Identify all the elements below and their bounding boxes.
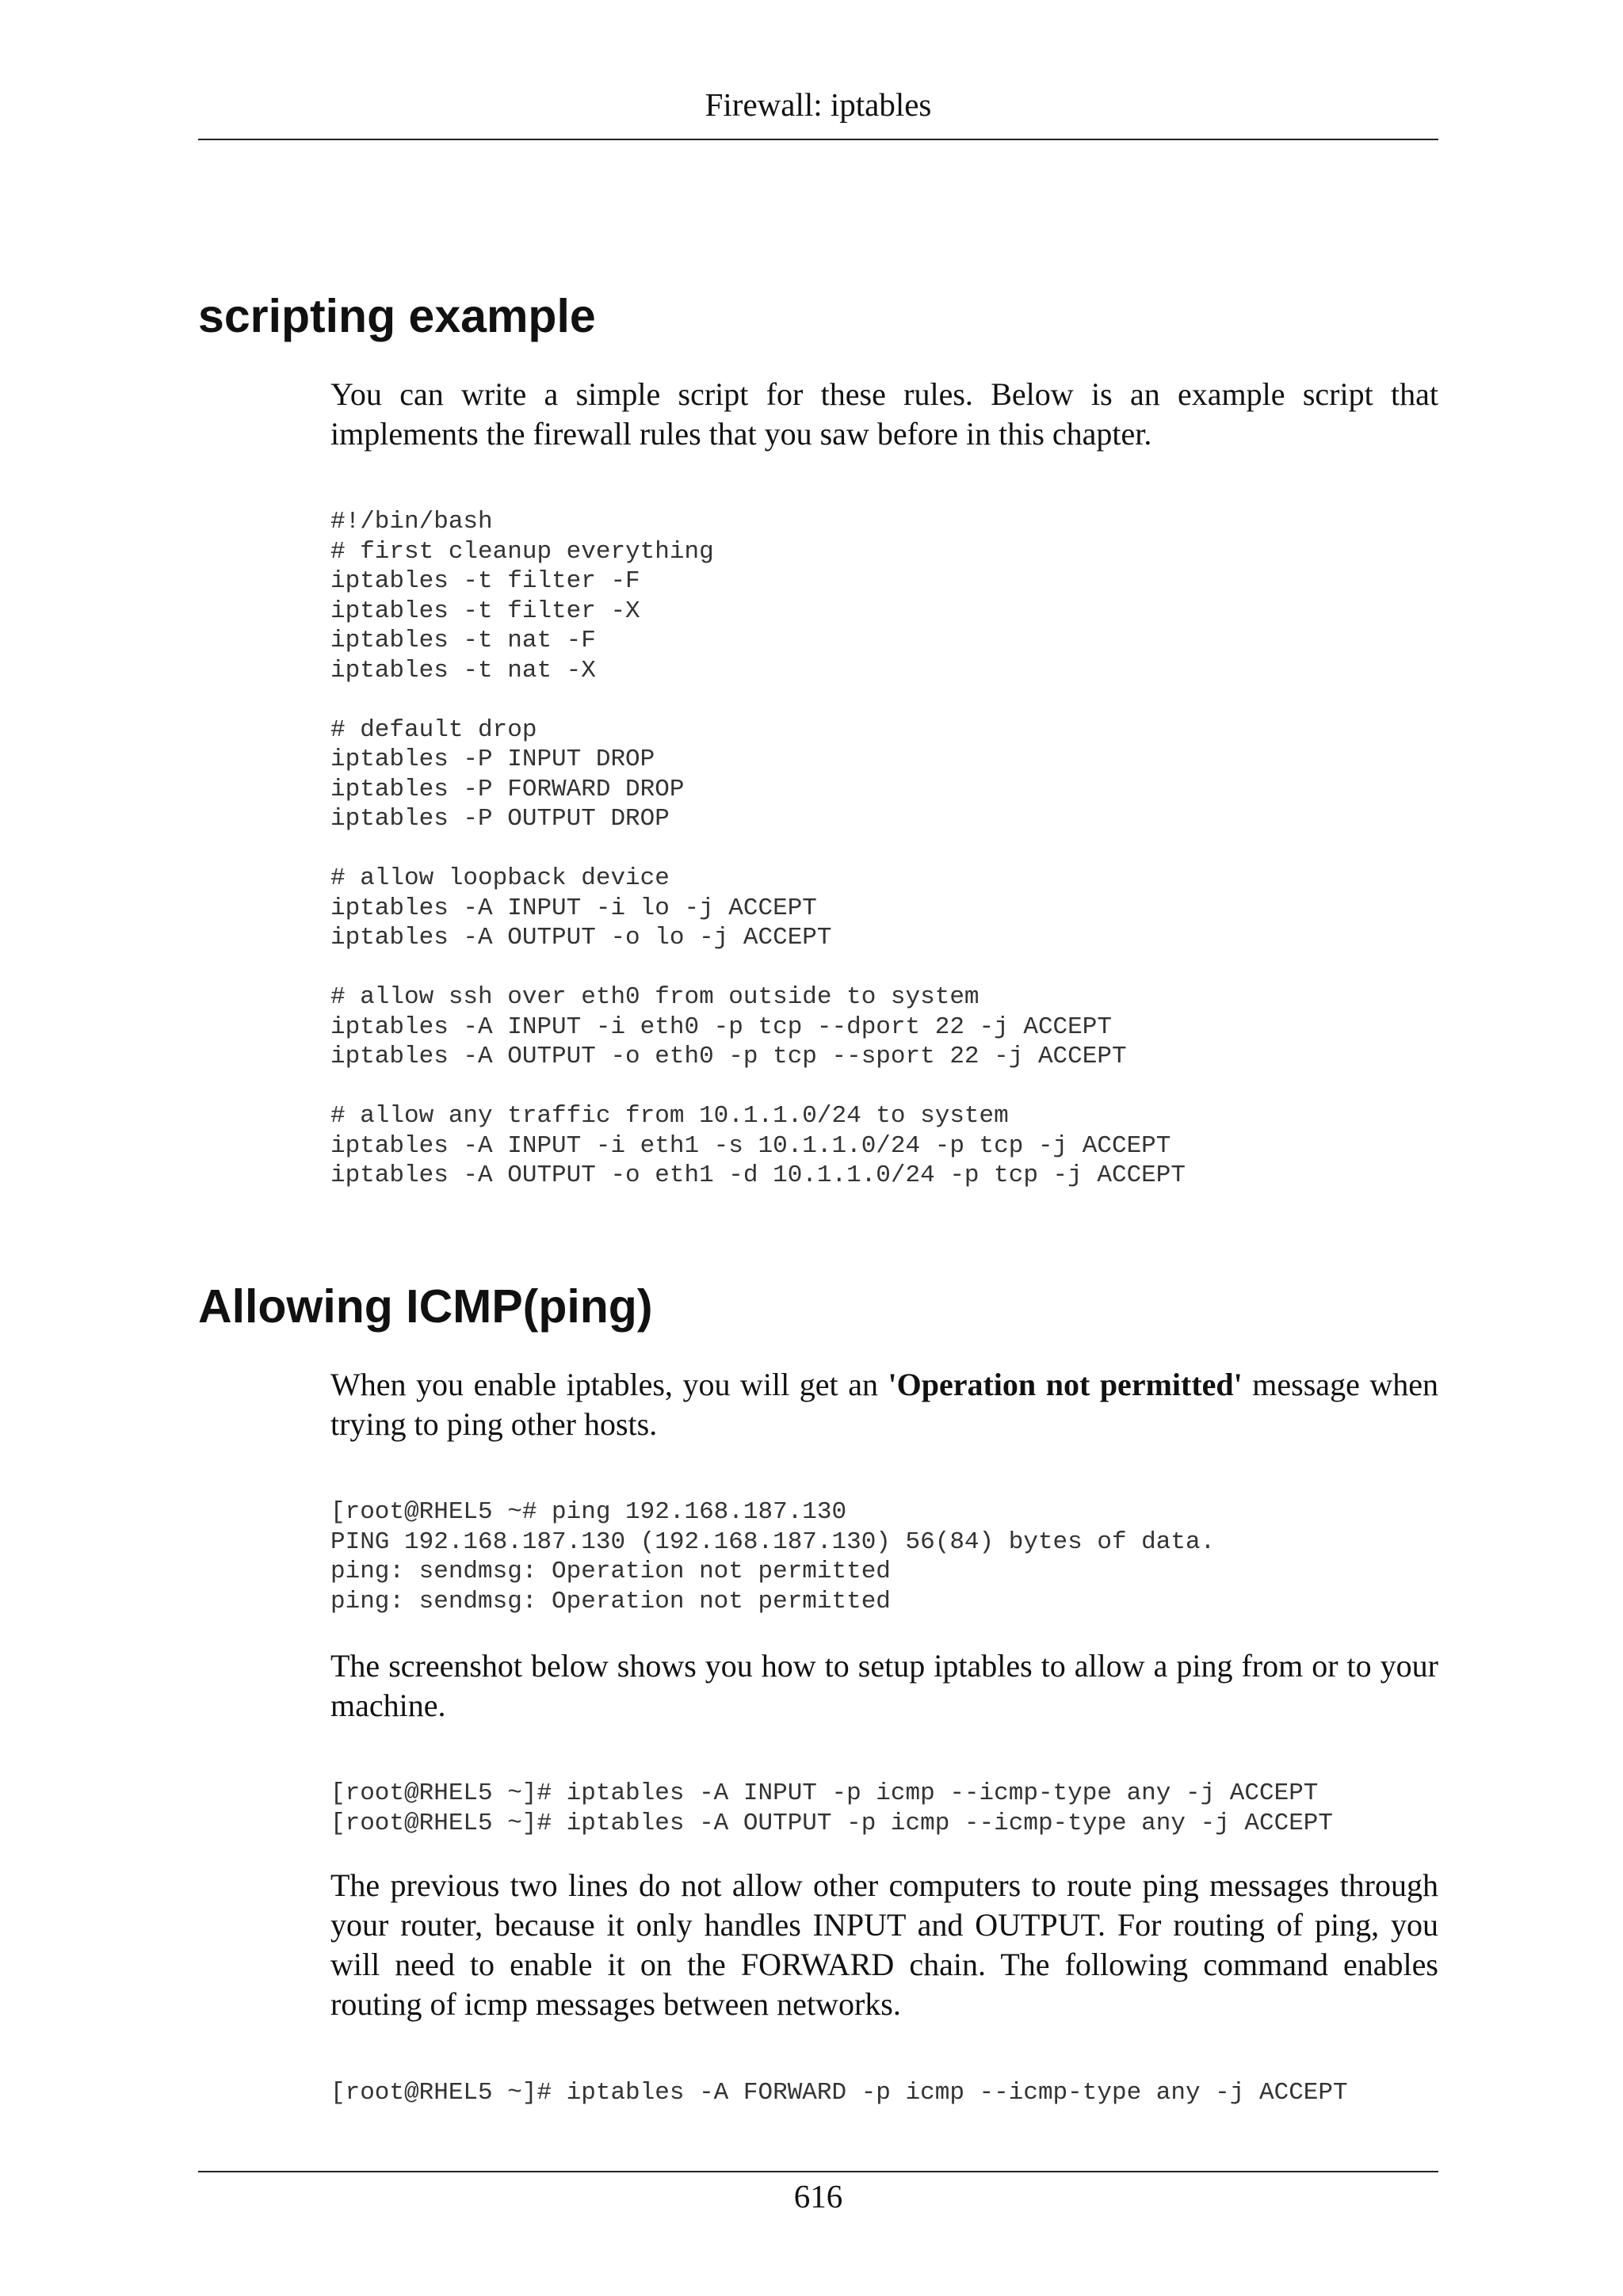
forward-chain-paragraph: The previous two lines do not allow other computers to route ping messages through your router, because it only handles INPUT and OUTPUT. For routing of ping, you will need to enable it on the FORWARD chain. The following command enables routing of icmp messages between networks. (330, 1867, 1438, 2022)
page-number: 616 (793, 2178, 843, 2214)
icmp-intro-text-after: message when trying to ping other hosts. (330, 1367, 1438, 1442)
icmp-intro-paragraph (330, 1365, 1438, 1444)
script-code-block: #!/bin/bash # first cleanup everything iptables -t filter -F iptables -t filter -X iptables -t nat -F iptables -t nat -X # default drop iptables -P INPUT DROP iptables -P FORWARD DROP iptables -P OUTPUT DROP # allow loopback device iptables -A INPUT -i lo -j ACCEPT iptables -A OUTPUT -o lo -j ACCEPT # allow ssh over eth0 from outside to system iptables -A INPUT -i eth0 -p tcp --dport 22 -j ACCEPT iptables -A OUTPUT -o eth0 -p tcp --sport 22 -j ACCEPT # allow any traffic from 10.1.1.0/24 to system iptables -A INPUT -i eth1 -s 10.1.1.0/24 -p tcp -j ACCEPT iptables -A OUTPUT -o eth1 -d 10.1.1.0/24 -p tcp -j ACCEPT (330, 508, 1186, 1189)
forward-ping-code-block: [root@RHEL5 ~]# iptables -A FORWARD -p icmp --icmp-type any -j ACCEPT (330, 2079, 1348, 2107)
allow-ping-code-block: [root@RHEL5 ~]# iptables -A INPUT -p icmp --icmp-type any -j ACCEPT [root@RHEL5 ~]# iptables -A OUTPUT -p icmp --icmp-type any -j ACCEPT (330, 1779, 1334, 1837)
scripting-intro-paragraph: You can write a simple script for these rules. Below is an example script that implements the firewall rules that you saw before in this chapter. (330, 376, 1438, 452)
section-heading-scripting-example: scripting example (198, 290, 596, 342)
section-heading-allowing-icmp: Allowing ICMP(ping) (198, 1280, 653, 1333)
running-header: Firewall: iptables (705, 86, 932, 123)
ping-output-code-block: [root@RHEL5 ~# ping 192.168.187.130 PING 192.168.187.130 (192.168.187.130) 56(84) bytes of data. ping: sendmsg: Operation not permitted ping: sendmsg: Operation not permitted (330, 1498, 1216, 1615)
icmp-intro-text-before: When you enable iptables, you will get an (330, 1367, 888, 1402)
screenshot-paragraph: The screenshot below shows you how to setup iptables to allow a ping from or to your machine. (330, 1648, 1438, 1723)
operation-not-permitted-bold: 'Operation not permitted' (888, 1367, 1243, 1402)
footer-rule (198, 2171, 1438, 2172)
header-rule (198, 139, 1438, 140)
